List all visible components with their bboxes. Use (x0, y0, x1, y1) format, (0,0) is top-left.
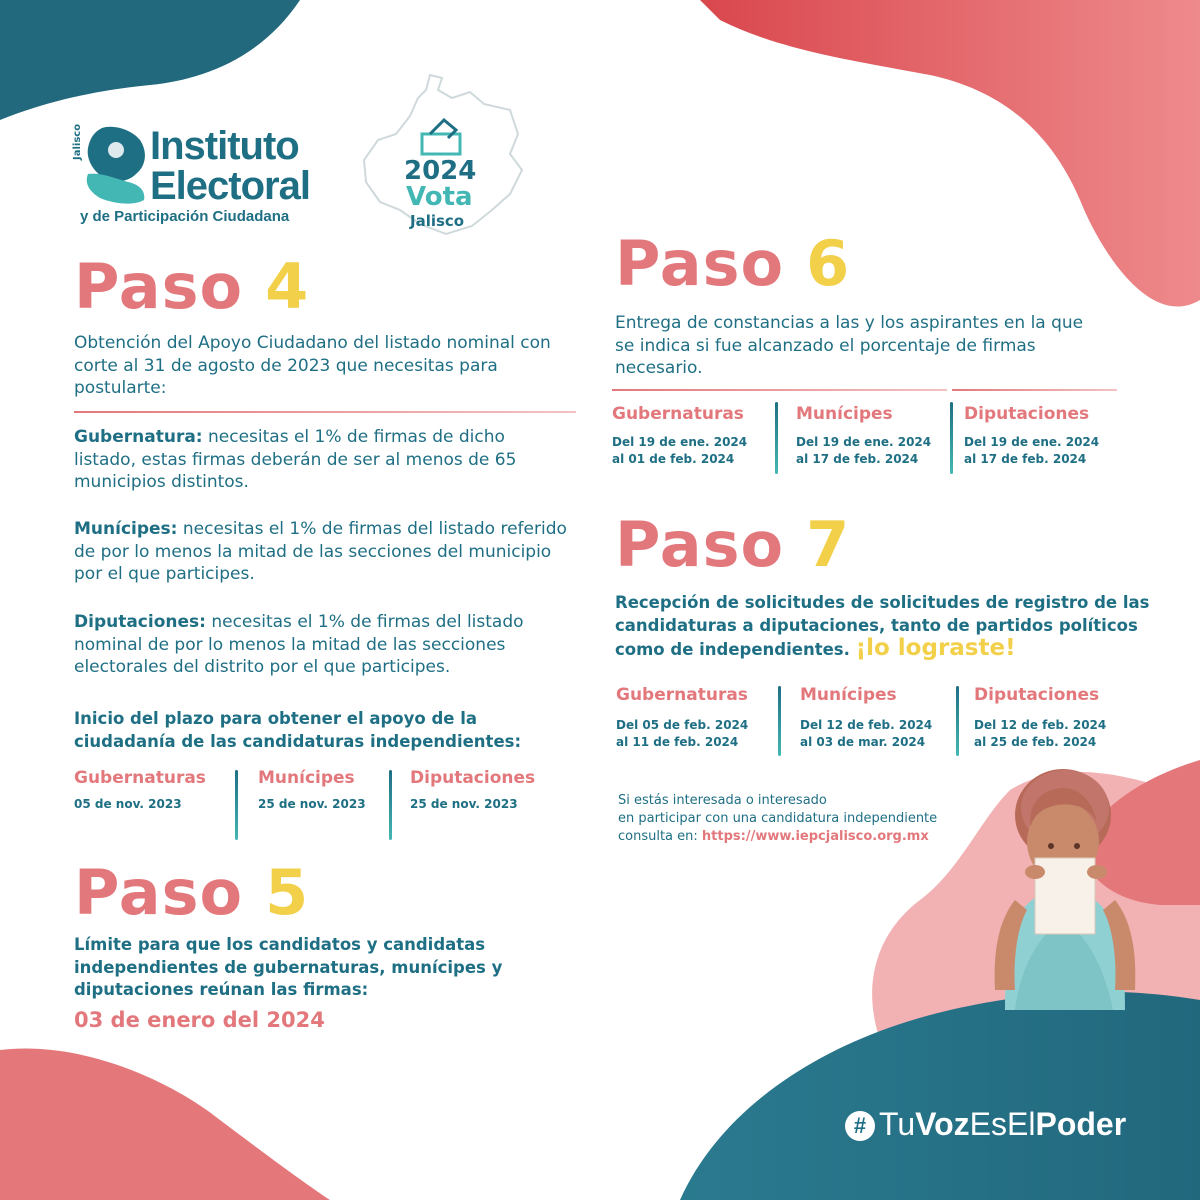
institute-logo (72, 118, 312, 228)
paso4-col-diputaciones (410, 768, 535, 813)
website-link[interactable]: https://www.iepcjalisco.org.mx (701, 829, 929, 844)
paso7-col-diputaciones (974, 685, 1106, 750)
col-date-line1: Del 12 de feb. 2024 (800, 718, 933, 732)
paso5-label: Paso (74, 856, 244, 929)
col-date-line2: al 03 de mar. 2024 (800, 734, 926, 749)
paso4-number: 4 (265, 250, 310, 323)
paso6-divider (952, 389, 1117, 391)
gubernatura-label: Gubernatura: (74, 427, 203, 447)
column-separator (950, 402, 953, 474)
hashtag-el: El (1007, 1106, 1036, 1142)
hashtag-es: Es (969, 1106, 1008, 1142)
paso7-exclamation: ¡lo lograste! (855, 635, 1016, 661)
paso7-heading (615, 508, 851, 581)
column-separator (775, 402, 778, 474)
col-date-line2: al 25 de feb. 2024 (974, 734, 1097, 749)
paso5-heading (74, 856, 310, 929)
hashtag-icon: # (845, 1111, 875, 1141)
col-title: Gubernaturas (616, 685, 748, 705)
woman-illustration (985, 760, 1145, 1010)
col-title: Gubernaturas (74, 768, 206, 788)
diputaciones-text: necesitas el 1% de firmas del listado nominal de por lo menos la mitad de las secciones electorales del distrito por el que participes. (74, 612, 524, 677)
paso6-col-diputaciones (964, 404, 1099, 467)
col-date-line1: Del 05 de feb. 2024 (616, 718, 749, 732)
col-title: Gubernaturas (612, 404, 744, 424)
info-prefix: consulta en: (618, 829, 702, 844)
paso6-divider (612, 389, 947, 391)
col-date-line2: al 01 de feb. 2024 (612, 451, 735, 466)
paso5-deadline: 03 de enero del 2024 (74, 1008, 325, 1032)
diputaciones-label: Diputaciones: (74, 612, 206, 632)
info-line3 (618, 828, 998, 846)
paso6-col-gubernaturas (612, 404, 747, 467)
paso6-number: 6 (806, 227, 851, 300)
logo-electoral: Electoral (150, 164, 310, 208)
paso7-text-body: Recepción de solicitudes de solicitudes de registro de las candidaturas a diputaciones, tanto de partidos políticos como de independientes. (615, 593, 1150, 659)
col-title: Munícipes (796, 404, 893, 424)
vota-year: 2024 (404, 156, 477, 186)
vota-region: Jalisco (410, 212, 465, 230)
logo-subtitle: y de Participación Ciudadana (80, 208, 290, 225)
paso5-number: 5 (265, 856, 310, 929)
paso5-text: Límite para que los candidatos y candidatas independientes de gubernaturas, munícipes y diputaciones reúnan las firmas: (74, 935, 503, 999)
paso6-label: Paso (615, 227, 785, 300)
gubernatura-text: necesitas el 1% de firmas de dicho listado, estas firmas deberán de ser al menos de 65 municipios distintos. (74, 427, 517, 492)
paso7-col-gubernaturas (616, 685, 748, 750)
paso6-col-municipes (796, 404, 931, 467)
col-date: 05 de nov. 2023 (74, 797, 182, 811)
col-title: Diputaciones (410, 768, 536, 788)
vota-word: Vota (406, 182, 473, 212)
municipes-label: Munícipes: (74, 519, 178, 539)
info-line1: Si estás interesada o interesado (618, 793, 827, 808)
col-title: Diputaciones (964, 404, 1090, 424)
paso4-label: Paso (74, 250, 244, 323)
paso7-number: 7 (806, 508, 851, 581)
paso7-col-municipes (800, 685, 932, 750)
paso4-diputaciones (74, 611, 569, 679)
paso7-label: Paso (615, 508, 785, 581)
column-separator (778, 686, 781, 756)
paso6-text: Entrega de constancias a las y los aspirantes en la que se indica si fue alcanzado el porcentaje de firmas necesario. (615, 313, 1084, 378)
vota-jalisco-logo (360, 70, 530, 240)
bottom-right-teal-blob (680, 992, 1200, 1200)
col-date-line1: Del 19 de ene. 2024 (612, 435, 748, 449)
paso6-heading (615, 227, 851, 300)
col-date-line2: al 11 de feb. 2024 (616, 734, 739, 749)
column-separator (389, 770, 392, 840)
column-separator (956, 686, 959, 756)
logo-instituto: Instituto (150, 124, 299, 168)
column-separator (235, 770, 238, 840)
col-date-line1: Del 12 de feb. 2024 (974, 718, 1107, 732)
info-block (618, 792, 998, 846)
paso4-divider (74, 411, 576, 413)
top-left-teal-blob (0, 0, 300, 120)
paso4-intro: Obtención del Apoyo Ciudadano del listado nominal con corte al 31 de agosto de 2023 que necesitas para postularte: (74, 333, 551, 398)
paso4-col-gubernaturas (74, 768, 206, 813)
info-line2: en participar con una candidatura independiente (618, 811, 938, 826)
paso7-text (615, 592, 1175, 662)
hashtag-poder: Poder (1035, 1106, 1127, 1142)
jalisco-map-icon (84, 126, 150, 206)
municipes-text: necesitas el 1% de firmas del listado referido de por lo menos la mitad de las secciones del municipio por el que participes. (74, 519, 567, 584)
col-date-line1: Del 19 de ene. 2024 (796, 435, 932, 449)
col-date-line1: Del 19 de ene. 2024 (964, 435, 1100, 449)
paso4-heading (74, 250, 310, 323)
paso4-gubernatura (74, 426, 569, 494)
col-date-line2: al 17 de feb. 2024 (964, 451, 1087, 466)
paso4-municipes (74, 518, 569, 586)
col-date-line2: al 17 de feb. 2024 (796, 451, 919, 466)
col-title: Munícipes (800, 685, 897, 705)
paso4-col-municipes (258, 768, 366, 813)
bottom-left-coral-blob (0, 1048, 330, 1200)
col-title: Diputaciones (974, 685, 1100, 705)
col-date: 25 de nov. 2023 (258, 797, 366, 811)
logo-vertical-word: Jalisco (72, 123, 83, 160)
paso4-inicio-heading: Inicio del plazo para obtener el apoyo de la ciudadanía de las candidaturas independientes: (74, 709, 522, 751)
hashtag-voz: Voz (915, 1106, 970, 1142)
hashtag (845, 1106, 1126, 1143)
col-title: Munícipes (258, 768, 355, 788)
hashtag-tu: Tu (879, 1106, 916, 1142)
col-date: 25 de nov. 2023 (410, 797, 518, 811)
